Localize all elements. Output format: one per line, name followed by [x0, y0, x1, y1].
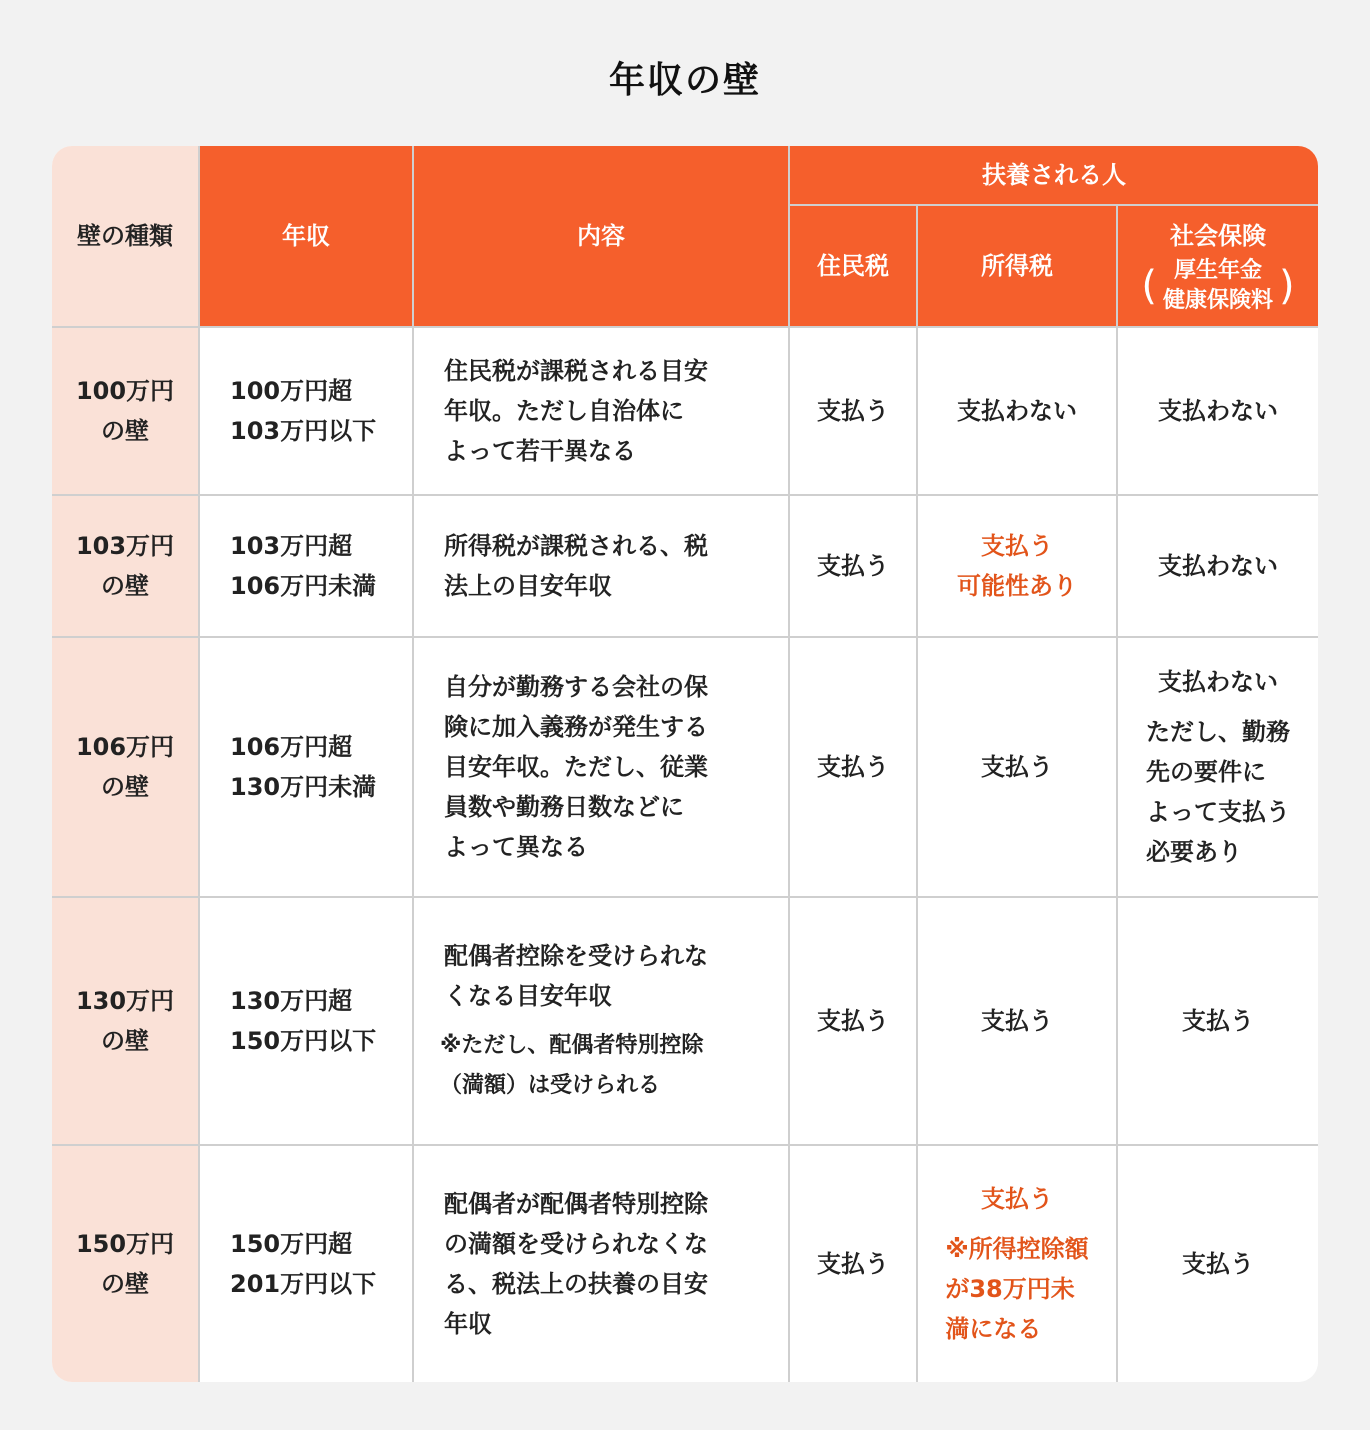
header-social-insurance	[1118, 206, 1318, 326]
header-income: 年収	[200, 146, 412, 326]
row-content: 所得税が課税される、税 法上の目安年収	[414, 496, 788, 636]
divider	[52, 326, 1318, 328]
row-social-insurance: 支払う	[1118, 1146, 1318, 1382]
divider	[916, 204, 918, 1382]
income-wall-table	[52, 146, 1318, 1382]
row-income: 130万円超 150万円以下	[200, 898, 412, 1144]
row-social-insurance: 支払わない	[1118, 328, 1318, 494]
page-title: 年収の壁	[608, 60, 761, 101]
right-paren: )	[1279, 263, 1295, 309]
row-content: 配偶者が配偶者特別控除 の満額を受けられなくな る、税法上の扶養の目安 年収	[414, 1146, 788, 1382]
row-income-tax: 支払う 可能性あり	[918, 496, 1116, 636]
row-resident-tax: 支払う	[790, 328, 916, 494]
row-resident-tax: 支払う	[790, 496, 916, 636]
row-income-tax: 支払わない	[918, 328, 1116, 494]
row-content: 自分が勤務する会社の保 険に加入義務が発生する 目安年収。ただし、従業 員数や勤務日数などに よって異なる	[414, 638, 788, 896]
row-income-tax: 支払う	[918, 638, 1116, 896]
left-paren: (	[1141, 263, 1157, 309]
row-resident-tax: 支払う	[790, 638, 916, 896]
social-insurance-sub2: 健康保険料	[1162, 288, 1273, 313]
row-kind: 103万円 の壁	[52, 496, 198, 636]
row-social-insurance: 支払わない	[1118, 496, 1318, 636]
row-resident-tax: 支払う	[790, 898, 916, 1144]
header-content: 内容	[414, 146, 788, 326]
social-insurance-label: 社会保険	[1169, 222, 1266, 250]
row-income-tax: 支払う ※所得控除額 が38万円未 満になる	[918, 1146, 1116, 1382]
divider	[52, 896, 1318, 898]
divider	[412, 146, 414, 1382]
divider	[52, 494, 1318, 496]
social-insurance-sub1: 厚生年金	[1173, 258, 1262, 283]
header-resident-tax: 住民税	[790, 206, 916, 326]
row-social-insurance: 支払う	[1118, 898, 1318, 1144]
divider	[52, 1144, 1318, 1146]
header-kind: 壁の種類	[52, 146, 198, 326]
divider	[52, 636, 1318, 638]
divider	[1116, 204, 1118, 1382]
row-kind: 130万円 の壁	[52, 898, 198, 1144]
divider	[788, 204, 1318, 206]
row-income: 150万円超 201万円以下	[200, 1146, 412, 1382]
row-income: 106万円超 130万円未満	[200, 638, 412, 896]
row-kind: 150万円 の壁	[52, 1146, 198, 1382]
divider	[788, 146, 790, 1382]
row-income: 100万円超 103万円以下	[200, 328, 412, 494]
row-income-tax: 支払う	[918, 898, 1116, 1144]
row-income: 103万円超 106万円未満	[200, 496, 412, 636]
divider	[198, 146, 200, 1382]
row-resident-tax: 支払う	[790, 1146, 916, 1382]
row-social-insurance: 支払わない ただし、勤務 先の要件に よって支払う 必要あり	[1118, 638, 1318, 896]
row-content: 住民税が課税される目安 年収。ただし自治体に よって若干異なる	[414, 328, 788, 494]
row-content: 配偶者控除を受けられな くなる目安年収 ※ただし、配偶者特別控除 （満額）は受けられる	[414, 898, 788, 1144]
header-dependent-group: 扶養される人	[790, 146, 1318, 204]
header-income-tax: 所得税	[918, 206, 1116, 326]
row-kind: 100万円 の壁	[52, 328, 198, 494]
row-kind: 106万円 の壁	[52, 638, 198, 896]
